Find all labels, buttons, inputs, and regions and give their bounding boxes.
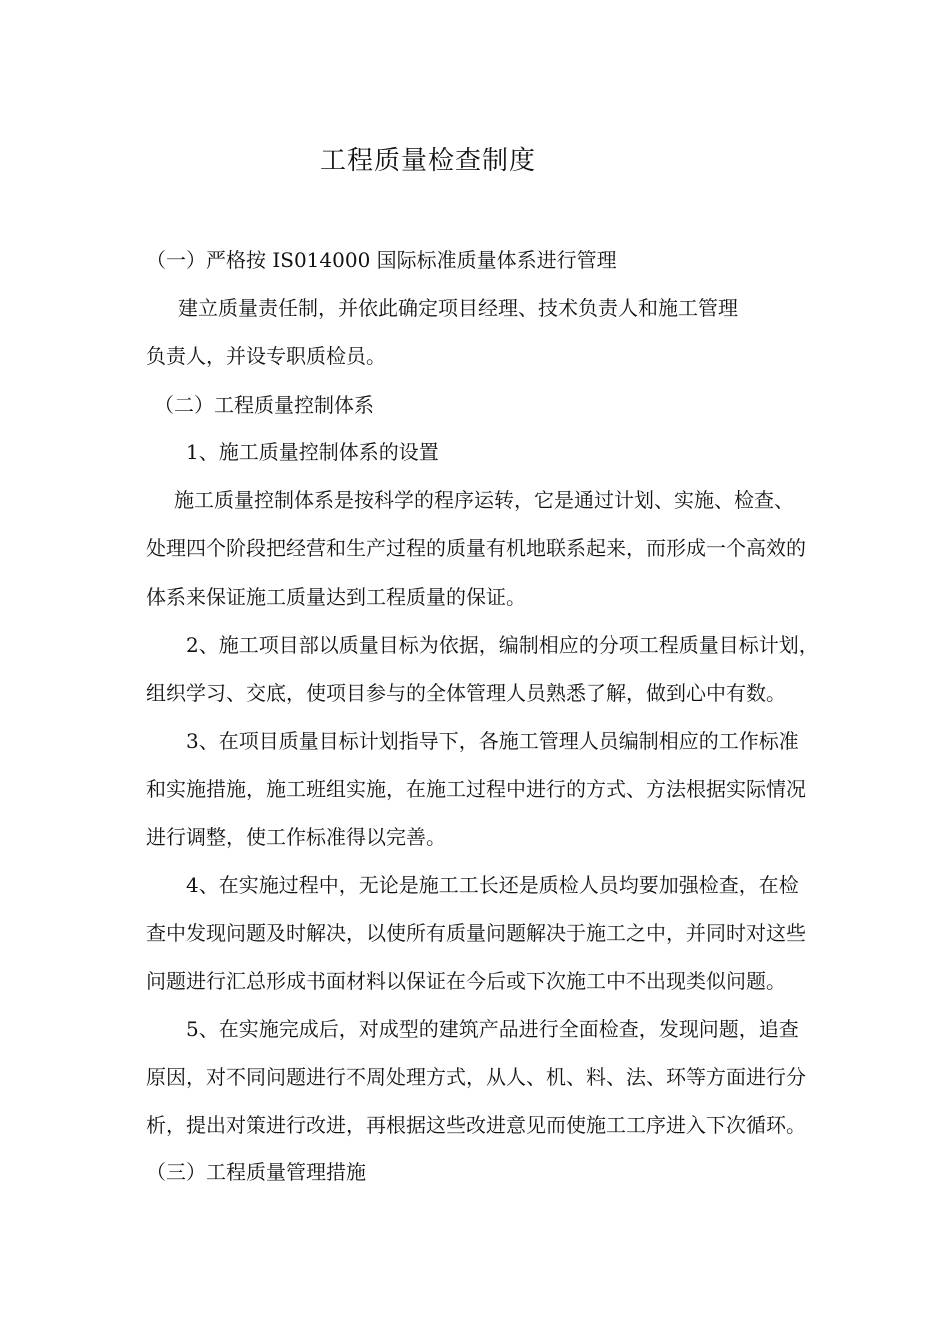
paragraph-line: 问题进行汇总形成书面材料以保证在今后或下次施工中不出现类似问题。: [146, 969, 786, 993]
paragraph-line: 原因，对不同问题进行不周处理方式，从人、机、料、法、环等方面进行分: [146, 1065, 806, 1089]
paragraph-line: 负责人，并设专职质检员。: [146, 344, 386, 368]
document-title: 工程质量检查制度: [320, 146, 537, 176]
paragraph-line: 和实施措施，施工班组实施，在施工过程中进行的方式、方法根据实际情况: [146, 777, 806, 801]
paragraph-line: 4、在实施过程中，无论是施工工长还是质检人员均要加强检查，在检: [186, 873, 799, 897]
paragraph-line: 建立质量责任制，并依此确定项目经理、技术负责人和施工管理: [178, 296, 738, 320]
paragraph-line: 3、在项目质量目标计划指导下，各施工管理人员编制相应的工作标准: [186, 729, 799, 753]
paragraph-line: 施工质量控制体系是按科学的程序运转，它是通过计划、实施、检查、: [174, 488, 794, 512]
paragraph-line: 查中发现问题及时解决，以使所有质量问题解决于施工之中，并同时对这些: [146, 921, 806, 945]
paragraph-line: 处理四个阶段把经营和生产过程的质量有机地联系起来，而形成一个高效的: [146, 536, 806, 560]
paragraph-line: 进行调整，使工作标准得以完善。: [146, 825, 446, 849]
paragraph-line: 析，提出对策进行改进，再根据这些改进意见而使施工工序进入下次循环。: [146, 1113, 806, 1137]
paragraph-line: 体系来保证施工质量达到工程质量的保证。: [146, 585, 526, 609]
section-heading-2: （二）工程质量控制体系: [154, 393, 374, 417]
subsection-heading: 1、施工质量控制体系的设置: [186, 440, 439, 464]
section-heading-3: （三）工程质量管理措施: [146, 1160, 366, 1184]
paragraph-line: 2、施工项目部以质量目标为依据，编制相应的分项工程质量目标计划，: [186, 633, 819, 657]
section-heading-1: （一）严格按 IS014000 国际标准质量体系进行管理: [146, 248, 617, 272]
paragraph-line: 5、在实施完成后，对成型的建筑产品进行全面检查，发现问题，追查: [186, 1017, 799, 1041]
paragraph-line: 组织学习、交底，使项目参与的全体管理人员熟悉了解，做到心中有数。: [146, 681, 786, 705]
